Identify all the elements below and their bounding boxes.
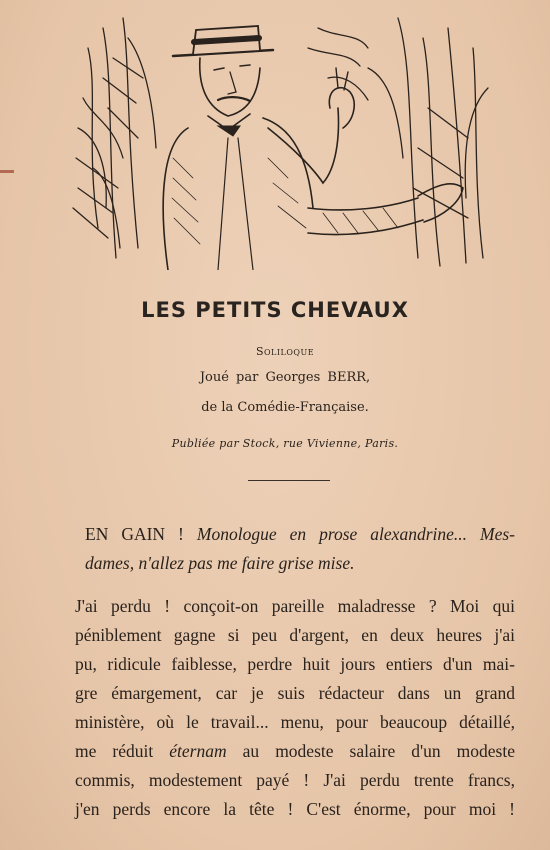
text-line: ministère, où le travail... menu, pour beaucoup détaillé, <box>75 712 515 732</box>
binding-mark <box>0 170 14 173</box>
text-line: J'ai perdu ! conçoit-on pareille maladresse ? Moi qui <box>75 596 515 616</box>
text-fragment: au modeste salaire d'un modeste <box>226 741 515 761</box>
paragraph-body <box>55 592 515 824</box>
text-line <box>55 737 515 766</box>
text-line: péniblement gagne si peu d'argent, en deux heures j'ai <box>75 625 515 645</box>
italic-text: Monologue en prose alexandrine... Mes- <box>196 524 515 544</box>
text-line <box>55 520 515 549</box>
text-line: dames, n'allez pas me faire grise mise. <box>85 553 355 573</box>
section-divider <box>248 480 330 481</box>
subtitle: Soliloque <box>255 345 315 358</box>
man-in-boater-hat-illustration-icon <box>68 8 502 270</box>
page-title: LES PETITS CHEVAUX <box>141 298 409 322</box>
lead-text: EN GAIN ! <box>85 524 197 544</box>
text-line: commis, modestement payé ! J'ai perdu trente francs, <box>75 770 515 790</box>
text-line: pu, ridicule faiblesse, perdre huit jours entiers d'un mai- <box>75 654 515 674</box>
company-credit: de la Comédie-Française. <box>201 400 369 415</box>
text-fragment: me réduit <box>75 741 170 761</box>
publisher-credit: Publiée par Stock, rue Vivienne, Paris. <box>171 437 399 450</box>
italic-text: éternam <box>169 741 227 761</box>
paragraph-intro <box>55 520 515 578</box>
text-line: gre émargement, car je suis rédacteur dans un grand <box>75 683 515 703</box>
text-line: j'en perds encore la tête ! C'est énorme, pour moi ! <box>75 799 515 819</box>
performer-credit: Joué par Georges BERR, <box>199 370 371 385</box>
